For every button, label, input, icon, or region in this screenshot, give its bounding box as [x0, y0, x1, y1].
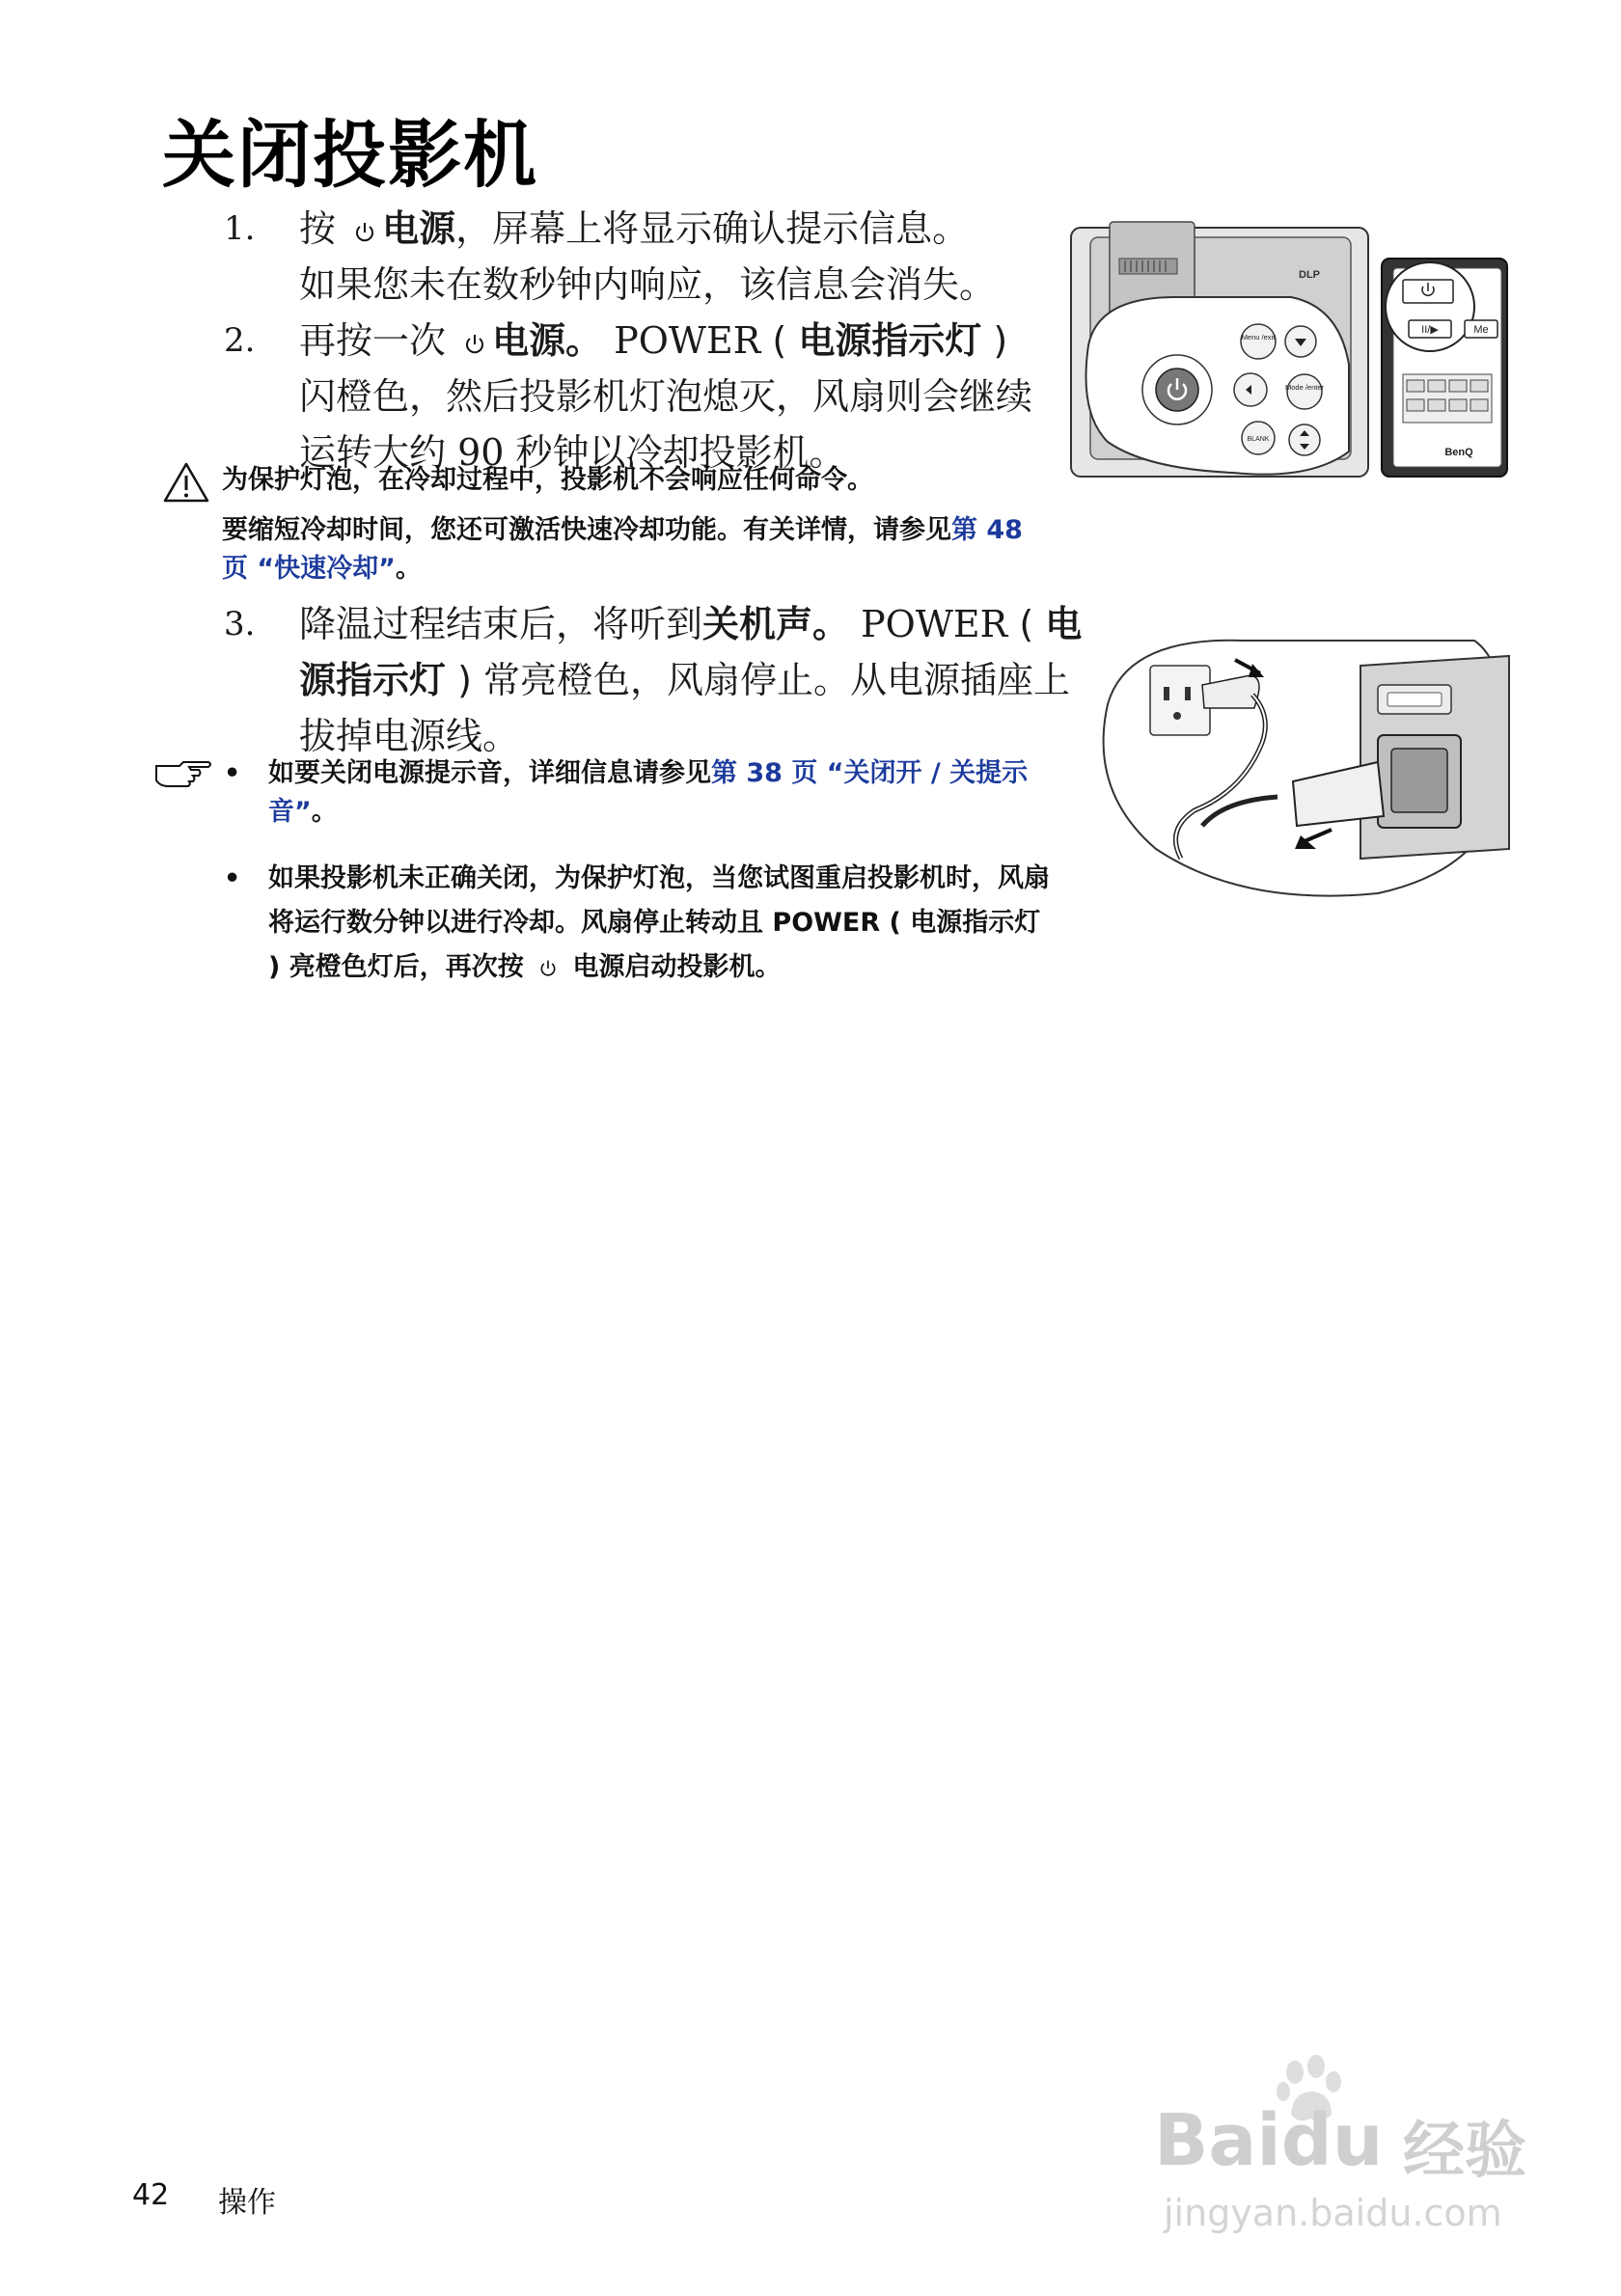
projector-panel-illustration [1069, 220, 1513, 490]
step-1 [224, 201, 1073, 313]
power-word: POWER [602, 319, 761, 362]
section-name: 操作 [218, 2186, 276, 2220]
remote-menu-key-label: Me [1473, 324, 1489, 336]
warning-line2: 要缩短冷却时间，您还可激活快速冷却功能。有关详情，请参见 [222, 515, 951, 545]
mode-enter-key-label: Mode /enter [1284, 383, 1325, 392]
power-label: 电源。 [492, 319, 603, 362]
unplug-power-cord-illustration [1088, 627, 1513, 907]
watermark-suffix: 经验 [1403, 2116, 1526, 2187]
step-text: 常亮橙色，风扇停止。从电源插座上拔掉电源线。 [299, 659, 1071, 757]
step-number: 3. [224, 605, 256, 643]
sound-label: 关机声。 [702, 603, 850, 645]
paren: ( [760, 319, 799, 362]
bullet: • [224, 863, 241, 893]
step-text: 降温过程结束后，将听到 [299, 603, 703, 645]
note-end: 。 [311, 797, 338, 827]
menu-exit-key-label: Menu /exit [1241, 333, 1276, 342]
note-text [268, 857, 1061, 990]
paren: ) [446, 659, 472, 701]
indicator-label: 电源指示灯 [299, 603, 1083, 701]
paren: ) [981, 319, 1008, 362]
power-icon [463, 333, 486, 356]
step-number: 2. [224, 321, 256, 360]
step-text: ，屏幕上将显示确认提示信息。 [455, 207, 970, 250]
note-2 [154, 857, 1061, 990]
step-body [299, 313, 1034, 480]
pointing-hand-icon [154, 756, 214, 791]
watermark-brand [1154, 2099, 1383, 2182]
warning-note [162, 461, 1030, 588]
indicator-label: 电源指示灯 [798, 319, 982, 362]
note-text [268, 754, 1061, 832]
step-text: 再按一次 [299, 319, 458, 362]
power-icon [538, 959, 558, 978]
page-title: 关闭投影机 [162, 112, 538, 198]
page-number: 42 [132, 2178, 170, 2212]
warning-end: 。 [395, 554, 422, 584]
step-text: 按 [299, 207, 348, 250]
step-2 [224, 313, 1034, 480]
note-pre: 如要关闭电源提示音，详细信息请参见 [268, 758, 711, 788]
power-icon [353, 221, 376, 244]
watermark-brand-part1: Bai [1154, 2099, 1281, 2182]
dlp-logo: DLP [1299, 269, 1320, 281]
warning-icon [162, 461, 210, 504]
paren: ( [1007, 603, 1046, 645]
step-text: 闪橙色，然后投影机灯泡熄灭，风扇则会继续运转大约 [299, 375, 1033, 474]
note-pre: 如果投影机未正确关闭，为保护灯泡，当您试图重启投影机时，风扇将运行数分钟以进行冷却。风扇停止转动且 POWER ( 电源指示灯 ) 亮橙色灯后，再次按 [268, 863, 1050, 982]
step-body [299, 596, 1083, 764]
cross-reference-link[interactable]: 第 38 页 “关闭开 / 关提示音” [268, 758, 1029, 827]
blank-key-label: BLANK [1247, 436, 1270, 443]
cross-reference-link[interactable]: 第 48 页 “快速冷却” [222, 515, 1023, 584]
watermark-brand-part2: du [1280, 2099, 1384, 2182]
step-text-line2: 如果您未在数秒钟内响应，该信息会消失。 [299, 263, 997, 306]
watermark-url: jingyan.baidu.com [1164, 2192, 1502, 2234]
step-body [299, 201, 1073, 313]
step-3 [224, 596, 1083, 764]
remote-brand-logo: BenQ [1444, 447, 1473, 458]
svg-text:II/▶: II/▶ [1421, 324, 1439, 336]
power-word: POWER [849, 603, 1008, 645]
warning-line1: 为保护灯泡，在冷却过程中，投影机不会响应任何命令。 [222, 465, 873, 495]
note-end: 电源启动投影机。 [563, 952, 782, 982]
step-number: 1. [224, 209, 256, 248]
power-label: 电源 [382, 207, 456, 250]
warning-text [222, 461, 1030, 588]
note-1 [154, 754, 1061, 832]
bullet: • [224, 758, 241, 788]
step-text: 秒钟以冷却投影机。 [504, 431, 846, 474]
seconds-value: 90 [457, 431, 505, 474]
